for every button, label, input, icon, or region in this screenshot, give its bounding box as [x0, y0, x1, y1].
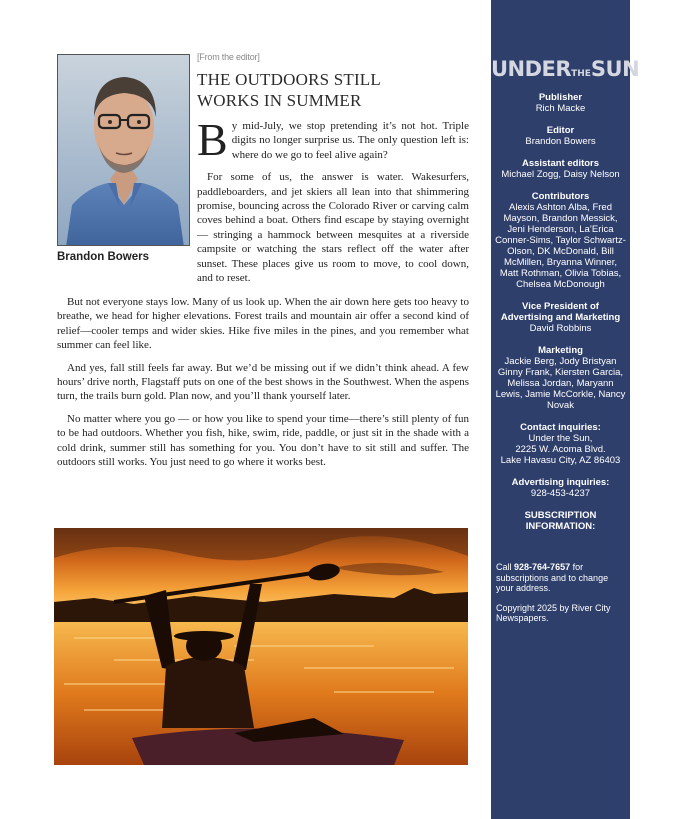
- marketing-block: Marketing Jackie Berg, Jody Bristyan Ginny Frank, Kiersten Garcia, Melissa Jordan, Maryann Lewis, Jamie McCorkle, Nancy Novak: [495, 345, 626, 411]
- subscription-phone: 928-764-7657: [514, 562, 571, 572]
- contributors-block: Contributors Alexis Ashton Alba, Fred Mayson, Brandon Messick, Jeni Henderson, La’Erica Conner-Sims, Taylor Schwartz-Olson, DK McDonald, Bill McMillen, Bryanna Winner, Matt Rothman, Olivia Tobias, Chelsea McDonough: [495, 191, 626, 290]
- marketing-names: Jackie Berg, Jody Bristyan Ginny Frank, Kiersten Garcia, Melissa Jordan, Maryann Lewis, Jamie McCorkle, Nancy Novak: [495, 356, 626, 411]
- publisher-block: Publisher Rich Macke: [495, 92, 626, 114]
- editor-portrait: [57, 54, 190, 246]
- assistant-editors-names: Michael Zogg, Daisy Nelson: [501, 169, 620, 180]
- paragraph-2: For some of us, the answer is water. Wakesurfers, paddleboarders, and jet skiers all lean into that shimmering promise, bouncing across the Colorado River or carving calm coves behind a boat. Others find escape by staying overnight — stringing a hammock between mesquites at a riverside campsite or watching the stars reflect off the water after sunset. These places give us room to move, to cool down, and to reset.: [197, 171, 469, 285]
- portrait-caption: Brandon Bowers: [57, 251, 150, 263]
- vp-block: Vice President of Advertising and Marketing David Robbins: [495, 301, 626, 334]
- advertising-phone: 928-453-4237: [530, 488, 591, 499]
- kayak-sunset-photo: [54, 528, 468, 765]
- masthead-credits: [495, 92, 626, 532]
- subscription-text: [496, 562, 624, 633]
- intro-column: [197, 114, 469, 285]
- section-kicker: [From the editor]: [197, 52, 260, 62]
- paragraph-5: No matter where you go — or how you like to spend your time—there’s still plenty of fun to be had outdoors. Whether you fish, hike, swim, ride, paddle, or just sit in the shade with a cold drink, summer still has something for you. You don’t have to sit still and suffer. The outdoors still works. You just need to go where it works best.: [57, 412, 469, 469]
- editor-block: Editor Brandon Bowers: [495, 125, 626, 147]
- paragraph-4: And yes, fall still feels far away. But we’d be missing out if we didn’t think ahead. A few hours’ drive north, Flagstaff puts on one of the best shows in the Southwest. When the aspens turn, the trails burn gold. Plan now, and you’ll thank yourself later.: [57, 361, 469, 403]
- copyright: Copyright 2025 by River City Newspapers.: [496, 602, 611, 623]
- publisher-name: Rich Macke: [535, 103, 586, 114]
- brand-logo: UNDERTHESUN: [491, 57, 640, 81]
- subscription-info: Call 928-764-7657 for subscriptions and to change your address.: [496, 562, 609, 593]
- paragraph-1-text: y mid-July, we stop pretending it’s not hot. Triple digits no longer surprise us. The only question left is: where do we go to feel alive again?: [231, 120, 469, 161]
- advertising-block: Advertising inquiries: 928-453-4237: [495, 477, 626, 499]
- subscription-heading: SUBSCRIPTION INFORMATION:: [524, 510, 597, 532]
- headline: THE OUTDOORS STILL WORKS IN SUMMER: [197, 70, 381, 110]
- assistant-editors-block: Assistant editors Michael Zogg, Daisy Nelson: [495, 158, 626, 180]
- contact-block: Contact inquiries: Under the Sun, 2225 W. Acoma Blvd. Lake Havasu City, AZ 86403: [500, 422, 621, 466]
- main-column: [57, 295, 469, 477]
- contributors-names: Alexis Ashton Alba, Fred Mayson, Brandon Messick, Jeni Henderson, La’Erica Conner-Sims, Taylor Schwartz-Olson, DK McDonald, Bill McMillen, Bryanna Winner, Matt Rothman, Olivia Tobias, Chelsea McDonough: [495, 202, 626, 290]
- paragraph-3: But not everyone stays low. Many of us look up. When the air down here gets too heavy to breathe, we head for higher elevations. Forest trails and mountain air offer a second kind of relief—cooler temps and wider skies. Hike five miles in the pines, and you remember what summer can feel like.: [57, 296, 469, 352]
- editor-name: Brandon Bowers: [525, 136, 596, 147]
- drop-cap: B: [197, 114, 228, 165]
- masthead-sidebar: [491, 0, 640, 819]
- paragraph-1: [197, 114, 469, 165]
- vp-name: David Robbins: [529, 323, 592, 334]
